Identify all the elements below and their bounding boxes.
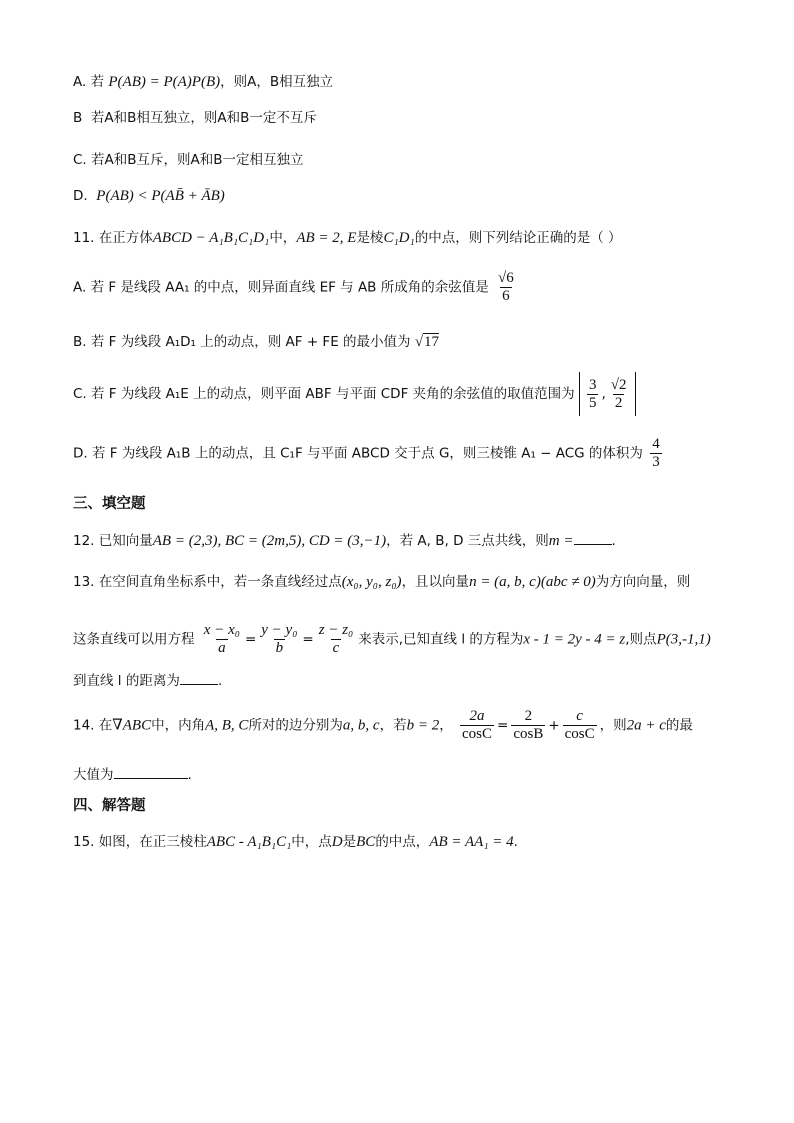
section-heading-solve: 四、解答题 <box>73 798 146 814</box>
q11-option-c: C. 若 F 为线段 A₁E 上的动点，则平面 ABF 与平面 CDF 夹角的余弦值的取值范围为 $\frac{3}{5}$ , $\frac{√2}{2}$ <box>73 372 636 416</box>
answer-blank <box>114 764 188 779</box>
answer-blank <box>574 530 612 545</box>
q12: 12. 已知向量AB = (2,3), BC = (2m,5), CD = (3,−1)，若 A, B, D 三点共线，则m = . <box>73 530 616 551</box>
q13-line-1: 13. 在空间直角坐标系中，若一条直线经过点(x₀, y₀, z₀)，且以向量n = (a, b, c)(abc ≠ 0)为方向向量，则 <box>73 574 691 590</box>
q14-line-2: 大值为 . <box>73 764 192 785</box>
fraction: $\frac{√6}{6}$ <box>498 270 514 304</box>
q10-option-c: C. 若A和B互斥，则A和B一定相互独立 <box>73 152 304 168</box>
q15: 15. 如图，在正三棱柱ABC - A₁B₁C₁中，点D是BC的中点，AB = AA₁ = 4. <box>73 834 518 850</box>
section-heading-fill-in: 三、填空题 <box>73 496 146 512</box>
q11-option-d: D. 若 F 为线段 A₁B 上的动点，且 C₁F 与平面 ABCD 交于点 G，则三棱锥 A₁ − ACG 的体积为 $\frac{4}{3}$ <box>73 436 660 470</box>
q10-option-b: B 若A和B相互独立，则A和B一定不互斥 <box>73 110 317 126</box>
q10-option-a: A. 若 P(AB) = P(A)P(B)，则A，B相互独立 <box>73 74 334 90</box>
q14-line-1: 14. 在∇ABC中，内角A, B, C所对的边分别为a, b, c，若b = 2， $\frac{2a}{\cos C}$ = $\frac{2}{\cos B}$ + $\frac{c}{\cos C}$ ，则2a + c的最 <box>73 708 693 742</box>
q11-option-a: A. 若 F 是线段 AA₁ 的中点，则异面直线 EF 与 AB 所成角的余弦值是 $\frac{√6}{6}$ <box>73 270 514 304</box>
answer-blank <box>180 670 218 685</box>
q11-stem: 11. 在正方体ABCD − A₁B₁C₁D₁中，AB = 2, E是棱C₁D₁的中点，则下列结论正确的是（ ） <box>73 230 622 246</box>
q10-option-d: D. P(AB) < P(AB̄ + ĀB) <box>73 188 225 204</box>
q13-line-2: 这条直线可以用方程 $\frac{\text{x − x₀}}{a}$ = $\frac{\text{y − y₀}}{b}$ = $\frac{\text{z − z₀}}{c}$ 来表示,已知直线 l 的方程为x - 1 = 2y - 4 = z,则点P(3,-1,1) <box>73 622 711 656</box>
q11-option-b: B. 若 F 为线段 A₁D₁ 上的动点，则 AF + FE 的最小值为 √17 <box>73 334 440 350</box>
q13-line-3: 到直线 l 的距离为 . <box>73 670 222 691</box>
